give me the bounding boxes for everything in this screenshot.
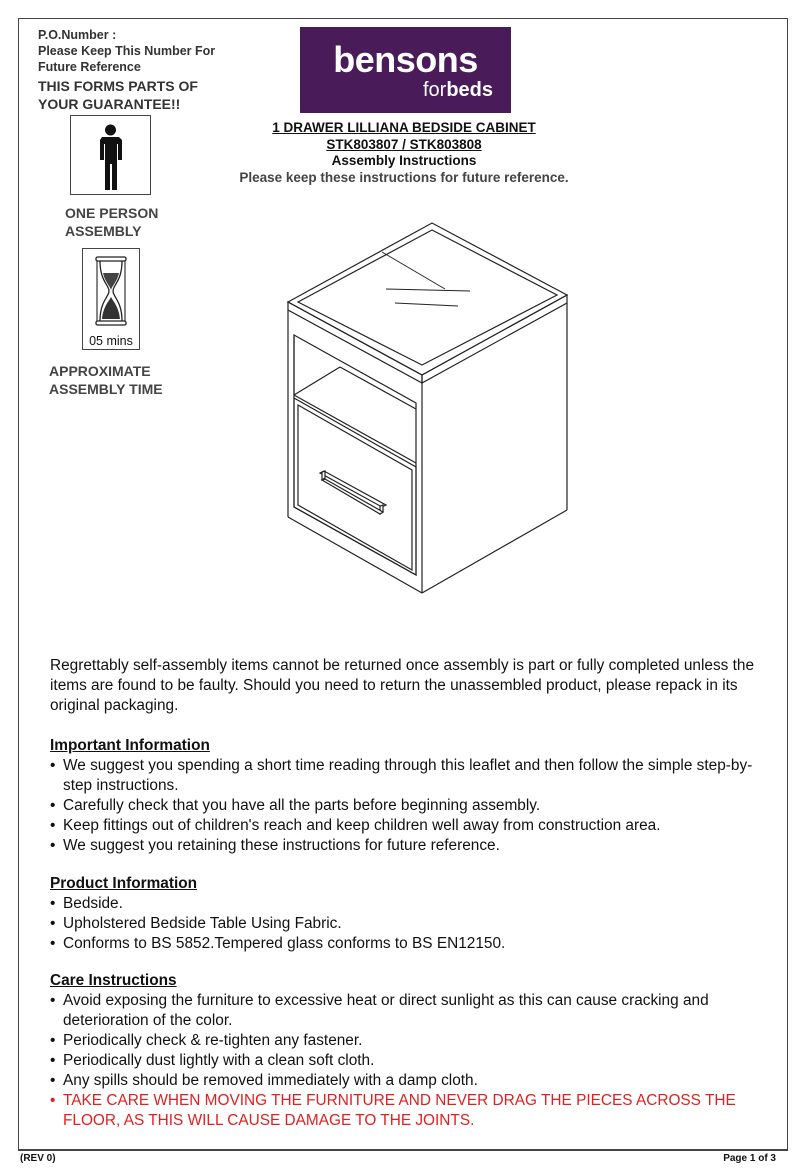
- list-item: • We suggest you spending a short time reading through this leaflet and then follow the simple step-by-step instructions.: [50, 756, 780, 796]
- one-person-label: [65, 204, 158, 240]
- care-heading: Care Instructions: [50, 972, 177, 989]
- assembly-time-box: [82, 248, 140, 350]
- important-info-heading: Important Information: [50, 737, 210, 754]
- assembly-time-value: 05 mins: [89, 334, 133, 348]
- logo-sub-bold: beds: [446, 79, 493, 101]
- revision-label: (REV 0): [20, 1153, 56, 1164]
- care-warning: • TAKE CARE WHEN MOVING THE FURNITURE AND NEVER DRAG THE PIECES ACROSS THE FLOOR, AS THIS WILL CAUSE DAMAGE TO THE JOINTS.: [50, 1091, 780, 1131]
- product-info-heading: Product Information: [50, 875, 198, 892]
- cabinet-illustration: [270, 215, 570, 595]
- list-item: • Conforms to BS 5852.Tempered glass conforms to BS EN12150.: [50, 934, 780, 954]
- list-item: • Periodically dust lightly with a clean soft cloth.: [50, 1051, 780, 1071]
- logo-sub-prefix: for: [422, 79, 447, 101]
- approx-time-label: [49, 362, 163, 398]
- important-info-list: [50, 756, 780, 856]
- product-info-section: [50, 874, 780, 954]
- product-codes: STK803807 / STK803808: [326, 137, 482, 152]
- guarantee-line-2: YOUR GUARANTEE!!: [38, 96, 181, 112]
- list-item: • Avoid exposing the furniture to excessive heat or direct sunlight as this can cause cracking and deterioration of the color.: [50, 991, 780, 1031]
- product-title: 1 DRAWER LILLIANA BEDSIDE CABINET: [272, 120, 536, 135]
- product-info-list: [50, 894, 780, 954]
- list-item: • Keep fittings out of children's reach and keep children well away from construction area.: [50, 816, 780, 836]
- po-line-3: Future Reference: [38, 60, 141, 74]
- list-item: • Periodically check & re-tighten any fastener.: [50, 1031, 780, 1051]
- person-icon: [71, 116, 150, 194]
- hourglass-icon: [83, 249, 139, 333]
- list-item: • Bedside.: [50, 894, 780, 914]
- return-policy-text: Regrettably self-assembly items cannot be returned once assembly is part or fully completed unless the items are found to be faulty. Should you need to return the unassembled product, please repack in its original packaging.: [50, 657, 755, 714]
- one-person-icon-box: [70, 115, 151, 195]
- list-item: • Carefully check that you have all the parts before beginning assembly.: [50, 796, 780, 816]
- instructions-subtitle: Assembly Instructions: [331, 153, 477, 168]
- po-number-note: [38, 27, 215, 75]
- po-line-2: Please Keep This Number For: [38, 44, 216, 58]
- logo-main-text: bensons: [333, 39, 478, 80]
- list-item: • Upholstered Bedside Table Using Fabric.: [50, 914, 780, 934]
- footer-divider: [18, 1150, 788, 1151]
- list-item: • Any spills should be removed immediately with a damp cloth.: [50, 1071, 780, 1091]
- logo-sub-text: [423, 79, 493, 102]
- page-number: Page 1 of 3: [723, 1153, 776, 1164]
- po-line-1: P.O.Number :: [38, 28, 117, 42]
- list-item: • We suggest you retaining these instructions for future reference.: [50, 836, 780, 856]
- care-list: [50, 991, 780, 1131]
- important-info-section: [50, 736, 780, 856]
- guarantee-line-1: THIS FORMS PARTS OF: [38, 78, 198, 94]
- guarantee-note: [38, 77, 198, 113]
- one-person-line-1: ONE PERSON: [65, 205, 159, 221]
- approx-line-1: APPROXIMATE: [49, 363, 151, 379]
- one-person-line-2: ASSEMBLY: [65, 223, 142, 239]
- approx-line-2: ASSEMBLY TIME: [49, 381, 163, 397]
- keep-instructions-note: Please keep these instructions for future reference.: [239, 170, 569, 185]
- bensons-logo: [300, 27, 511, 113]
- care-section: [50, 971, 780, 1131]
